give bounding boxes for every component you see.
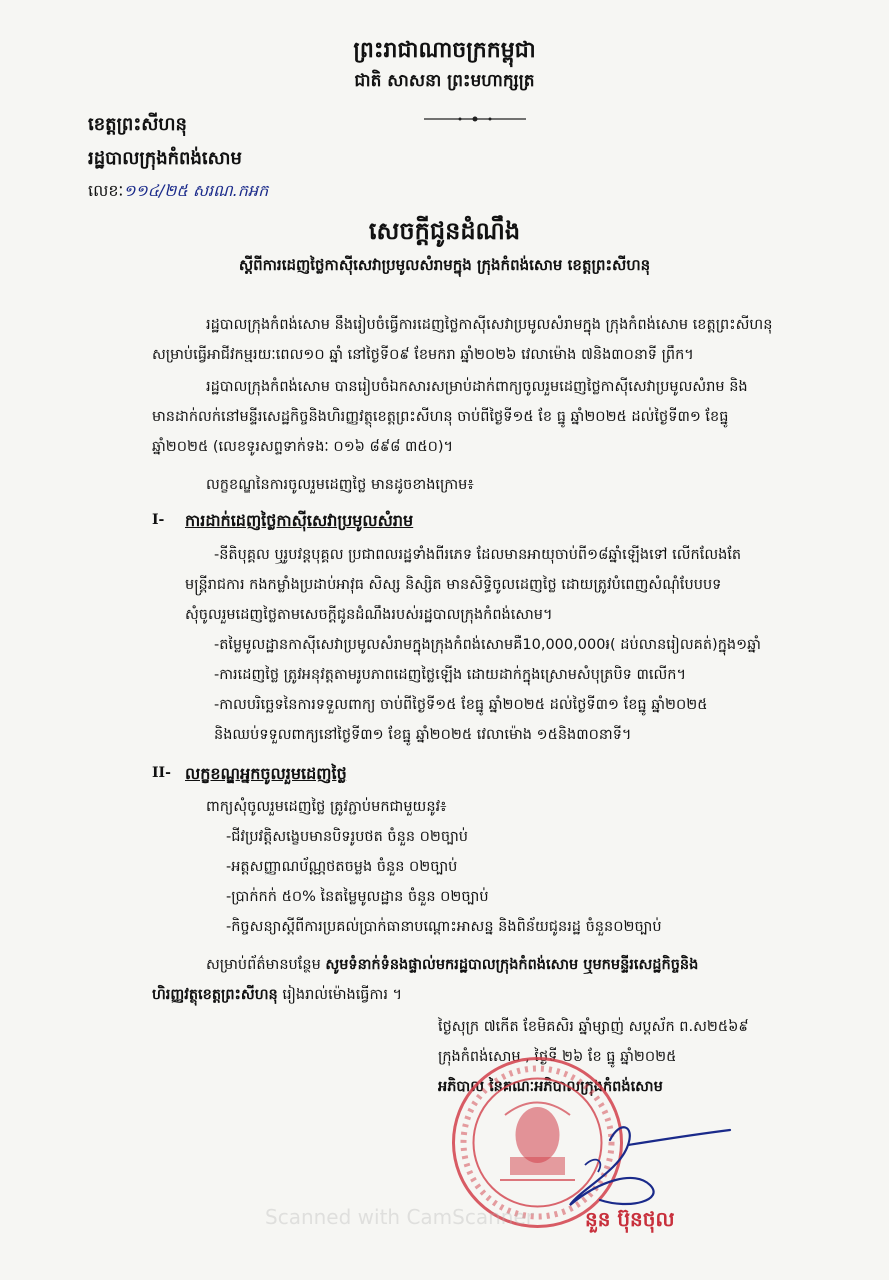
intro-line-1: រដ្ឋបាលក្រុងកំពង់សោម នឹងរៀបចំធ្វើការដេញថ្លៃកាស៊ីសេវាប្រមូលសំរាមក្នុង ក្រុងកំពង់សោម ខេត្តព្រះសីហនុ (206, 317, 773, 333)
contact-text-normal: សម្រាប់ព័ត៌មានបន្ថែម (206, 957, 326, 973)
contact-department: ហិរញ្ញវត្ថុខេត្តព្រះសីហនុ (152, 987, 278, 1003)
section1-heading: ការដាក់ដេញថ្លៃកាស៊ីសេវាប្រមូលសំរាម (185, 511, 414, 530)
section1-line-7: និងឈប់ទទួលពាក្យនៅថ្ងៃទី៣១ ខែធ្នូ ឆ្នាំ២០២៥ វេលាម៉ោង ១៥និង៣០នាទី។ (214, 727, 632, 743)
reference-number (88, 180, 268, 204)
national-motto: ជាតិ សាសនា ព្រះមហាក្សត្រ (354, 71, 535, 91)
scanner-watermark: Scanned with CamScanner (265, 1205, 534, 1229)
contact-hours: រៀងរាល់ម៉ោងធ្វើការ ។ (277, 987, 403, 1003)
intro-line-3: រដ្ឋបាលក្រុងកំពង់សោម បានរៀបចំឯកសារសម្រាប់ដាក់ពាក្យចូលរួមដេញថ្លៃកាស៊ីសេវាប្រមូលសំរាម និង (206, 379, 748, 395)
contact-text-bold: សូមទំនាក់ទំនងផ្ទាល់មករដ្ឋបាលក្រុងកំពង់សោម ឬមកមន្ទីរសេដ្ឋកិច្ចនិង (325, 957, 699, 973)
section2-heading: លក្ខខណ្ឌអ្នកចូលរួមដេញថ្លៃ (185, 764, 347, 783)
section1-line-1: -នីតិបុគ្គល ឬរូបវន្តបុគ្គល ប្រជាពលរដ្ឋទាំងពីរភេទ ដែលមានអាយុចាប់ពី១៨ឆ្នាំឡើងទៅ លើកលែងតែ (214, 547, 742, 563)
kingdom-heading: ព្រះរាជាណាចក្រកម្ពុជា (353, 38, 536, 63)
section2-numeral: II- (152, 765, 171, 781)
province-label: ខេត្តព្រះសីហនុ (88, 114, 187, 135)
section2-line-4: -ប្រាក់កក់ ៥០% នៃតម្លៃមូលដ្ឋាន ចំនួន ០២ច្បាប់ (226, 889, 489, 905)
section2-line-1: ពាក្យសុំចូលរួមដេញថ្លៃ ត្រូវភ្ជាប់មកជាមួយនូវ៖ (206, 799, 447, 815)
intro-line-4: មានដាក់លក់នៅមន្ទីរសេដ្ឋកិច្ចនិងហិរញ្ញវត្ថុខេត្តព្រះសីហនុ ចាប់ពីថ្ងៃទី១៥ ខែ ធ្នូ ឆ្នាំ២០២៥ ដល់ថ្ងៃទី៣១ ខែធ្នូ (152, 409, 729, 425)
section1-line-5: -ការដេញថ្លៃ ត្រូវអនុវត្តតាមរូបភាពដេញថ្លៃឡើង ដោយដាក់ក្នុងស្រោមសំបុត្របិទ ៣លើក។ (214, 667, 687, 683)
ornament-divider (420, 112, 530, 126)
intro-line-2: សម្រាប់ធ្វើអាជីវកម្មរយៈពេល១០ ឆ្នាំ នៅថ្ងៃទី០៩ ខែមករា ឆ្នាំ២០២៦ វេលាម៉ោង ៧និង៣០នាទី ព្រឹក។ (152, 347, 694, 363)
contact-line-1 (206, 950, 698, 980)
ref-prefix: លេខៈ (88, 181, 124, 200)
section1-numeral: I- (152, 512, 165, 528)
ref-suffix: /២៥ សរណ.កអក (158, 181, 269, 200)
contact-line-2 (152, 980, 402, 1010)
section2-line-3: -អត្តសញ្ញាណប័ណ្ណថតចម្លង ចំនួន ០២ច្បាប់ (226, 859, 458, 875)
signer-name: នួន ប៊ុនថុល (585, 1207, 675, 1231)
section1-line-4: -តម្លៃមូលដ្ឋានកាស៊ីសេវាប្រមូលសំរាមក្នុងក្រុងកំពង់សោមគឺ10,000,000៛( ដប់លានរៀលគត់)ក្នុង១ឆ្នាំ (214, 637, 761, 653)
section2-line-2: -ជីវប្រវត្តិសង្ខេបមានបិទរូបថត ចំនួន ០២ច្បាប់ (226, 829, 469, 845)
section1-line-2: មន្ត្រីរាជការ កងកម្លាំងប្រដាប់អាវុធ សិស្ស និស្សិត មានសិទ្ធិចូលដេញថ្លៃ ដោយត្រូវបំពេញសំណុំបែបបទ (185, 577, 722, 593)
section2-line-5: -កិច្ចសន្យាស្តីពីការប្រគល់ប្រាក់ធានាបណ្តោះអាសន្ន និងពិន័យជូនរដ្ឋ ចំនួន០២ច្បាប់ (226, 919, 662, 935)
document-title: សេចក្តីជូនដំណឹង (368, 217, 521, 245)
signer-title: អភិបាល នៃគណៈអភិបាលក្រុងកំពង់សោម (438, 1079, 663, 1095)
lunar-date: ថ្ងៃសុក្រ ៧កើត ខែមិគសិរ ឆ្នាំម្សាញ់ សប្តស័ក ព.ស២៥៦៩ (438, 1019, 749, 1035)
section1-line-3: សុំចូលរួមដេញថ្លៃតាមសេចក្តីជូនដំណឹងរបស់រដ្ឋបាលក្រុងកំពង់សោម។ (185, 607, 553, 623)
intro-line-5: ឆ្នាំ២០២៥ (លេខទូរសព្ទទាក់ទងៈ ០១៦ ៨៩៨ ៣៥០)។ (152, 439, 454, 455)
administration-label: រដ្ឋបាលក្រុងកំពង់សោម (88, 148, 242, 169)
document-subtitle: ស្តីពីការដេញថ្លៃកាស៊ីសេវាប្រមូលសំរាមក្នុង ក្រុងកំពង់សោម ខេត្តព្រះសីហនុ (238, 256, 651, 274)
handwritten-signature (540, 1110, 740, 1220)
solar-date: ក្រុងកំពង់សោម , ថ្ងៃទី ២៦ ខែ ធ្នូ ឆ្នាំ២០២៥ (438, 1049, 677, 1065)
intro-conditions-line: លក្ខខណ្ឌនៃការចូលរួមដេញថ្លៃ មានដូចខាងក្រោម៖ (206, 477, 474, 493)
ref-number-handwritten: ១១៤ (123, 181, 159, 200)
section1-line-6: -កាលបរិច្ឆេទនៃការទទួលពាក្យ ចាប់ពីថ្ងៃទី១៥ ខែធ្នូ ឆ្នាំ២០២៥ ដល់ថ្ងៃទី៣១ ខែធ្នូ ឆ្នាំ២០២៥ (214, 697, 708, 713)
